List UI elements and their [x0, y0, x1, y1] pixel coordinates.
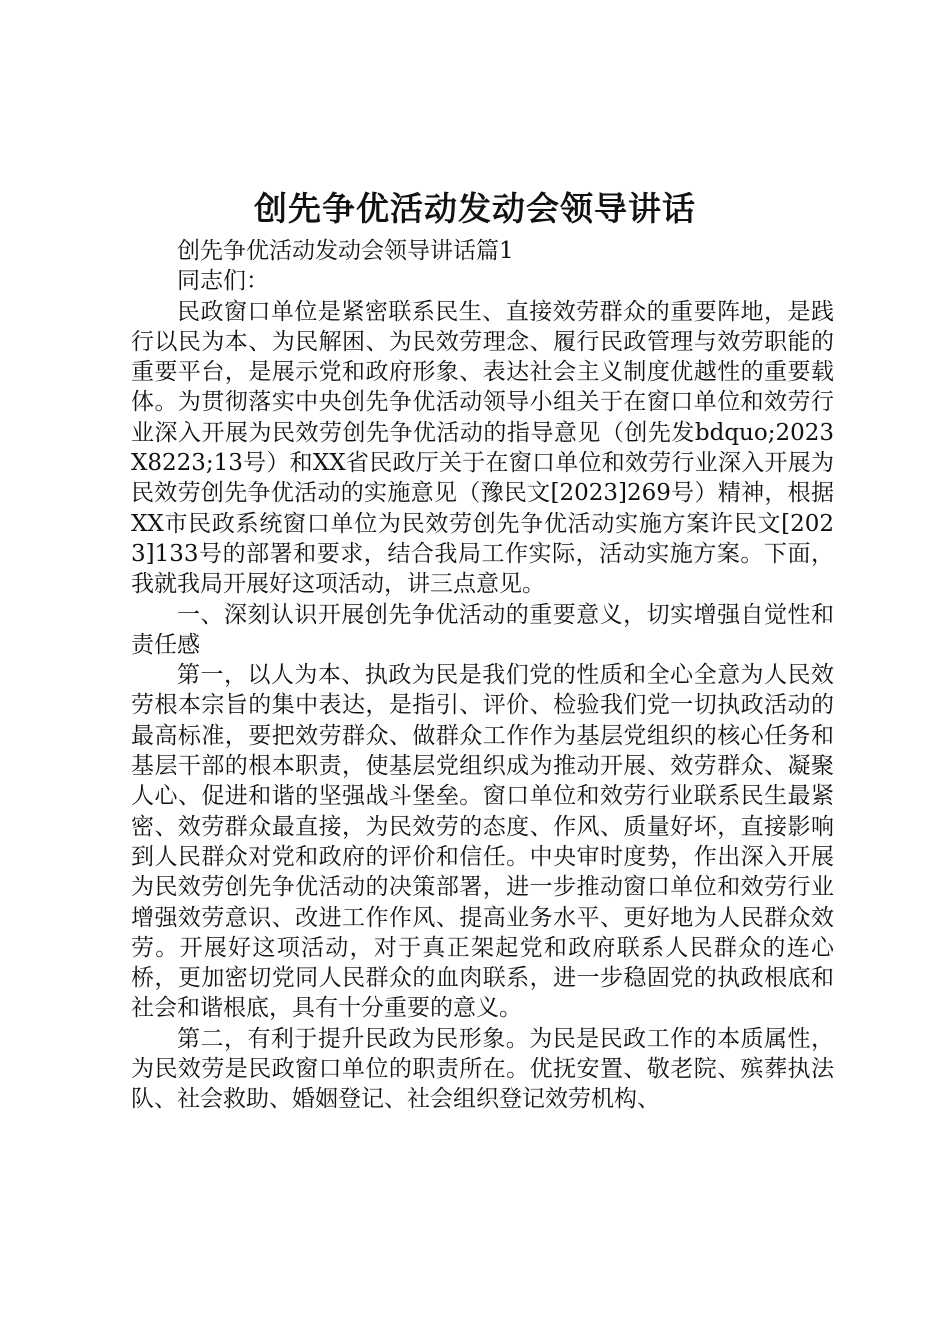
salutation-paragraph: 同志们：: [177, 268, 269, 295]
document-body: [131, 236, 834, 1115]
subtitle-paragraph: 创先争优活动发动会领导讲话篇1: [177, 238, 514, 264]
body-paragraph: 第一，以人为本、执政为民是我们党的性质和全心全意为人民效劳根本宗旨的集中表达，是指引、评价、检验我们党一切执政活动的最高标准，要把效劳群众、做群众工作作为基层党组织的核心任务和基层干部的根本职责，使基层党组织成为推动开展、效劳群众、凝聚人心、促进和谐的坚强战斗堡垒。窗口单位和效劳行业联系民生最紧密、效劳群众最直接，为民效劳的态度、作风、质量好坏，直接影响到人民群众对党和政府的评价和信任。中央审时度势，作出深入开展为民效劳创先争优活动的决策部署，进一步推动窗口单位和效劳行业增强效劳意识、改进工作作风、提高业务水平、更好地为人民群众效劳。开展好这项活动，对于真正架起党和政府联系人民群众的连心桥，更加密切党同人民群众的血肉联系，进一步稳固党的执政根底和社会和谐根底，具有十分重要的意义。: [131, 662, 834, 1022]
body-paragraph: 第二，有利于提升民政为民形象。为民是民政工作的本质属性，为民效劳是民政窗口单位的职责所在。优抚安置、敬老院、殡葬执法队、社会救助、婚姻登记、社会组织登记效劳机构、: [131, 1025, 834, 1113]
document-title: 创先争优活动发动会领导讲话: [254, 189, 696, 228]
body-paragraph: 民政窗口单位是紧密联系民生、直接效劳群众的重要阵地，是践行以民为本、为民解困、为民效劳理念、履行民政管理与效劳职能的重要平台，是展示党和政府形象、表达社会主义制度优越性的重要载体。为贯彻落实中央创先争优活动领导小组关于在窗口单位和效劳行业深入开展为民效劳创先争优活动的指导意见（创先发bdquo;2023X8223;13号）和XX省民政厅关于在窗口单位和效劳行业深入开展为民效劳创先争优活动的实施意见（豫民文[2023]269号）精神，根据XX市民政系统窗口单位为民效劳创先争优活动实施方案许民文[2023]133号的部署和要求，结合我局工作实际，活动实施方案。下面，我就我局开展好这项活动，讲三点意见。: [131, 298, 834, 598]
section-heading: 一、深刻认识开展创先争优活动的重要意义，切实增强自觉性和责任感: [131, 601, 834, 658]
